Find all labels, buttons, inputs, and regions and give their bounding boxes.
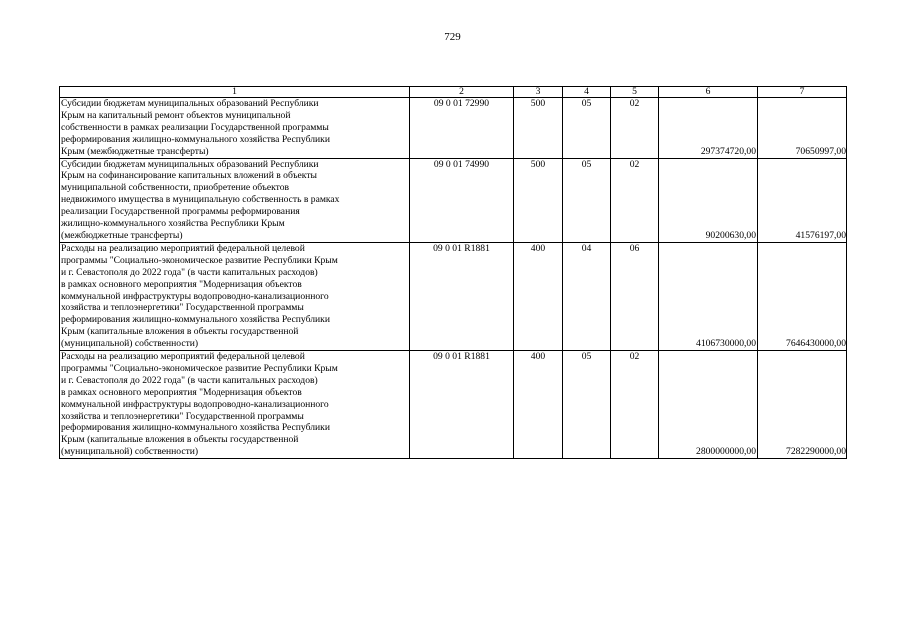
description-line: (муниципальной) собственности) [61,338,199,350]
table-row [60,351,847,459]
row-description [60,158,410,242]
description-line: Крым (межбюджетные трансферты) [61,145,209,157]
description-line: Крым на софинансирование капитальных вложений в объекты [61,170,317,182]
amount-year-1: 2800000000,00 [659,351,758,459]
amount-year-2: 7282290000,00 [758,351,847,459]
column-header-7: 7 [758,87,847,98]
budget-classification-code: 09 0 01 R1881 [410,242,514,350]
description-line: коммунальной инфраструктуры водопроводно-канализационного [61,290,329,302]
description-line: хозяйства и теплоэнергетики" Государственной программы [61,410,304,422]
section-code: 04 [563,242,611,350]
subsection-code: 02 [611,158,659,242]
table-header-row [60,87,847,98]
description-line: хозяйства и теплоэнергетики" Государственной программы [61,302,304,314]
description-line: Крым (капитальные вложения в объекты государственной [61,434,299,446]
expense-type-code: 400 [514,351,563,459]
description-line: и г. Севастополя до 2022 года" (в части капитальных расходов) [61,266,318,278]
subsection-code: 06 [611,242,659,350]
description-line: недвижимого имущества в муниципальную собственность в рамках [61,194,340,206]
amount-year-1: 297374720,00 [659,98,758,159]
column-header-3: 3 [514,87,563,98]
description-line: Субсидии бюджетам муниципальных образований Республики [61,158,319,170]
budget-classification-code: 09 0 01 72990 [410,98,514,159]
amount-year-2: 70650997,00 [758,98,847,159]
description-line: жилищно-коммунального хозяйства Республики Крым [61,218,285,230]
description-line: муниципальной собственности, приобретение объектов [61,182,290,194]
description-line: Субсидии бюджетам муниципальных образований Республики [61,98,319,109]
row-description [60,98,410,159]
expense-type-code: 500 [514,98,563,159]
description-line: (межбюджетные трансферты) [61,229,183,241]
description-line: Крым на капитальный ремонт объектов муниципальной [61,109,291,121]
budget-classification-code: 09 0 01 74990 [410,158,514,242]
description-line: коммунальной инфраструктуры водопроводно-канализационного [61,398,329,410]
amount-year-1: 90200630,00 [659,158,758,242]
table-row [60,98,847,159]
column-header-6: 6 [659,87,758,98]
amount-year-1: 4106730000,00 [659,242,758,350]
amount-year-2: 7646430000,00 [758,242,847,350]
expense-type-code: 500 [514,158,563,242]
section-code: 05 [563,158,611,242]
description-line: в рамках основного мероприятия "Модернизация объектов [61,278,302,290]
description-line: реализации Государственной программы реформирования [61,206,300,218]
description-line: Расходы на реализацию мероприятий федеральной целевой [61,242,305,254]
expense-type-code: 400 [514,242,563,350]
column-header-4: 4 [563,87,611,98]
description-line: Расходы на реализацию мероприятий федеральной целевой [61,351,305,363]
page-number: 729 [444,31,461,43]
description-line: программы "Социально-экономическое развитие Республики Крым [61,254,338,266]
description-line: в рамках основного мероприятия "Модернизация объектов [61,386,302,398]
subsection-code: 02 [611,351,659,459]
description-line: и г. Севастополя до 2022 года" (в части капитальных расходов) [61,374,318,386]
description-line: собственности в рамках реализации Государственной программы [61,121,329,133]
amount-year-2: 41576197,00 [758,158,847,242]
table-row [60,242,847,350]
description-line: реформирования жилищно-коммунального хозяйства Республики [61,314,330,326]
column-header-5: 5 [611,87,659,98]
description-line: (муниципальной) собственности) [61,446,199,458]
description-line: Крым (капитальные вложения в объекты государственной [61,326,299,338]
section-code: 05 [563,351,611,459]
budget-classification-code: 09 0 01 R1881 [410,351,514,459]
description-line: реформирования жилищно-коммунального хозяйства Республики [61,422,330,434]
row-description [60,351,410,459]
subsection-code: 02 [611,98,659,159]
section-code: 05 [563,98,611,159]
description-line: программы "Социально-экономическое развитие Республики Крым [61,362,338,374]
table-row [60,158,847,242]
column-header-1: 1 [60,87,410,98]
budget-table [59,86,847,459]
column-header-2: 2 [410,87,514,98]
row-description [60,242,410,350]
description-line: реформирования жилищно-коммунального хозяйства Республики [61,133,330,145]
